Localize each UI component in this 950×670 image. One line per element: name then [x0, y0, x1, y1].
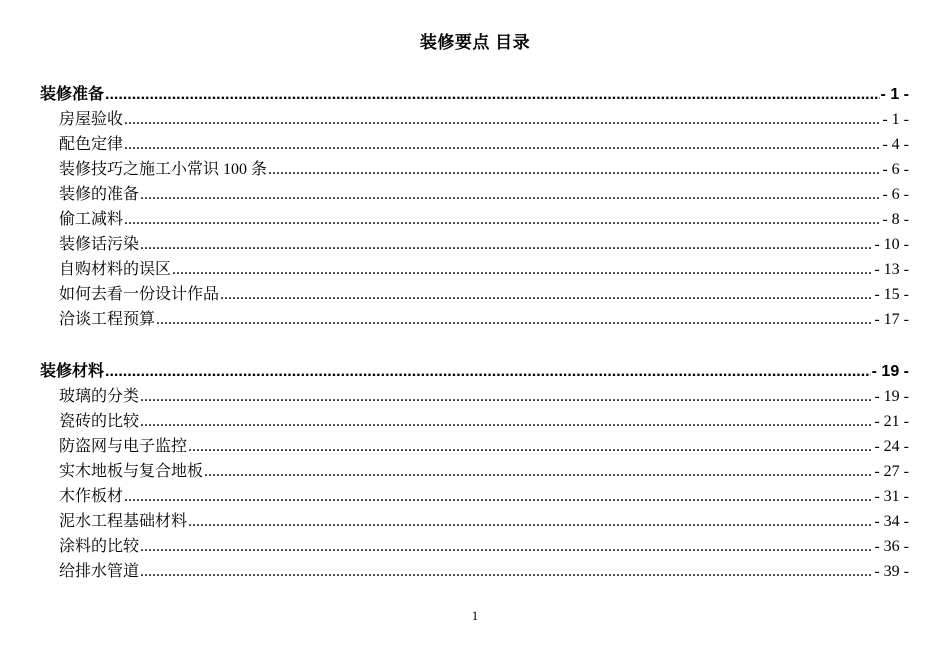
dot-leader	[124, 132, 881, 157]
toc-entry-label: 防盗网与电子监控	[59, 438, 188, 455]
toc-entry-page: - 34 -	[874, 513, 909, 530]
toc-entry-page: - 19 -	[874, 388, 909, 405]
toc-heading-page: - 1 -	[880, 86, 909, 103]
toc-entry[interactable]	[40, 484, 909, 509]
toc-heading-page: - 19 -	[871, 363, 909, 380]
toc-entry-label: 如何去看一份设计作品	[59, 286, 220, 303]
toc-entry[interactable]	[40, 384, 909, 409]
toc-entry-page: - 1 -	[882, 111, 909, 128]
toc-entry-page: - 13 -	[874, 261, 909, 278]
dot-leader	[124, 484, 873, 509]
toc-entry-page: - 6 -	[882, 186, 909, 203]
toc-heading-label: 装修准备	[40, 86, 105, 103]
toc-section-materials	[40, 359, 909, 584]
toc-entry-label: 涂料的比较	[59, 538, 140, 555]
toc-entry-page: - 21 -	[874, 413, 909, 430]
toc-entry[interactable]	[40, 559, 909, 584]
dot-leader	[140, 559, 873, 584]
dot-leader	[188, 434, 873, 459]
toc-entry-page: - 4 -	[882, 136, 909, 153]
dot-leader	[140, 534, 873, 559]
toc-entry-page: - 39 -	[874, 563, 909, 580]
toc-entry[interactable]	[40, 132, 909, 157]
dot-leader	[105, 359, 871, 384]
dot-leader	[156, 307, 873, 332]
toc-entry[interactable]	[40, 257, 909, 282]
toc-entry-label: 偷工减料	[59, 211, 124, 228]
toc-entry-label: 自购材料的误区	[59, 261, 172, 278]
toc-entry-label: 装修技巧之施工小常识 100 条	[59, 161, 268, 178]
toc-heading-label: 装修材料	[40, 363, 105, 380]
toc-entry[interactable]	[40, 409, 909, 434]
toc-entry-label: 配色定律	[59, 136, 124, 153]
toc-section-preparation	[40, 82, 909, 332]
toc-heading[interactable]	[40, 82, 909, 107]
dot-leader	[188, 509, 873, 534]
dot-leader	[105, 82, 880, 107]
toc-entry-label: 给排水管道	[59, 563, 140, 580]
toc-entry-label: 实木地板与复合地板	[59, 463, 204, 480]
dot-leader	[172, 257, 873, 282]
toc-entry[interactable]	[40, 434, 909, 459]
toc-entry[interactable]	[40, 232, 909, 257]
toc-entry-page: - 17 -	[874, 311, 909, 328]
toc-entry[interactable]	[40, 107, 909, 132]
toc-entry-label: 木作板材	[59, 488, 124, 505]
toc-entry-label: 洽谈工程预算	[59, 311, 156, 328]
dot-leader	[140, 384, 873, 409]
toc-entry-label: 瓷砖的比较	[59, 413, 140, 430]
toc-entry[interactable]	[40, 534, 909, 559]
dot-leader	[124, 107, 881, 132]
toc-entry-label: 玻璃的分类	[59, 388, 140, 405]
toc-entry[interactable]	[40, 157, 909, 182]
toc-entry-page: - 31 -	[874, 488, 909, 505]
dot-leader	[220, 282, 873, 307]
dot-leader	[268, 157, 881, 182]
toc-entry-page: - 27 -	[874, 463, 909, 480]
toc-entry[interactable]	[40, 207, 909, 232]
dot-leader	[204, 459, 873, 484]
page-number: 1	[471, 608, 479, 623]
toc-entry[interactable]	[40, 509, 909, 534]
toc-entry-page: - 8 -	[882, 211, 909, 228]
toc-entry-label: 房屋验收	[59, 111, 124, 128]
dot-leader	[124, 207, 881, 232]
toc-entry-page: - 6 -	[882, 161, 909, 178]
toc-entry-page: - 36 -	[874, 538, 909, 555]
toc-entry[interactable]	[40, 182, 909, 207]
toc-heading[interactable]	[40, 359, 909, 384]
toc-entry[interactable]	[40, 307, 909, 332]
toc-entry-page: - 15 -	[874, 286, 909, 303]
toc-entry-page: - 10 -	[874, 236, 909, 253]
toc-entry-page: - 24 -	[874, 438, 909, 455]
toc-entry-label: 泥水工程基础材料	[59, 513, 188, 530]
page-title: 装修要点 目录	[419, 33, 531, 52]
toc-entry[interactable]	[40, 282, 909, 307]
toc-entry[interactable]	[40, 459, 909, 484]
dot-leader	[140, 232, 873, 257]
dot-leader	[140, 409, 873, 434]
toc-entry-label: 装修的准备	[59, 186, 140, 203]
toc-entry-label: 装修话污染	[59, 236, 140, 253]
dot-leader	[140, 182, 881, 207]
